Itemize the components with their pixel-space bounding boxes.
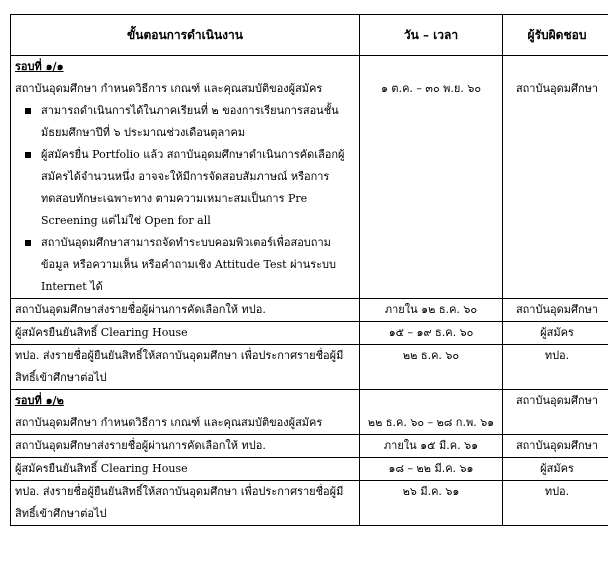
responsible-cell: สถาบันอุดมศึกษา [503,435,608,458]
round1-steps-cell [11,56,360,299]
round2-date: ๒๒ ธ.ค. ๖๐ – ๒๘ ก.พ. ๖๑ [367,416,495,429]
header-responsible: ผู้รับผิดชอบ [503,15,608,56]
responsible-cell: ทปอ. [503,345,608,390]
responsible-cell: สถาบันอุดมศึกษา [503,299,608,322]
round2-responsible-cell: สถาบันอุดมศึกษา [503,390,608,435]
round1-date: ๑ ต.ค. – ๓๐ พ.ย. ๖๐ [380,82,482,95]
table-row [11,435,608,458]
round1-responsible: สถาบันอุดมศึกษา [515,82,599,95]
header-datetime: วัน – เวลา [360,15,503,56]
date-cell: ๒๒ ธ.ค. ๖๐ [360,345,503,390]
schedule-document [10,14,598,526]
responsible-cell: ทปอ. [503,481,608,526]
table-row [11,458,608,481]
table-row [11,481,608,526]
date-cell: ๒๖ มี.ค. ๖๑ [360,481,503,526]
date-cell: ๑๕ – ๑๙ ธ.ค. ๖๐ [360,322,503,345]
round1-main: สถาบันอุดมศึกษา กำหนดวิธีการ เกณฑ์ และคุณสมบัติของผู้สมัคร [15,82,323,95]
round1-bullet: ผู้สมัครยื่น Portfolio แล้ว สถาบันอุดมศึกษาดำเนินการคัดเลือกผู้สมัครได้จำนวนหนึ่ง อาจจะให้มีการจัดสอบสัมภาษณ์ หรือการทดสอบทักษะเฉพาะทาง ตามความเหมาะสมเป็นการ Pre Screening แต่ไม่ใช่ Open for all [41,144,355,232]
round2-label: รอบที่ ๑/๒ [15,394,64,407]
round2-steps-cell [11,390,360,435]
date-cell: ๑๘ – ๒๒ มี.ค. ๖๑ [360,458,503,481]
round1-date-cell [360,56,503,299]
date-cell: ภายใน ๑๕ มี.ค. ๖๑ [360,435,503,458]
date-cell: ภายใน ๑๒ ธ.ค. ๖๐ [360,299,503,322]
round1-label: รอบที่ ๑/๑ [15,60,64,73]
responsible-cell: ผู้สมัคร [503,322,608,345]
schedule-table [10,14,608,526]
table-row [11,345,608,390]
step-cell: ทปอ. ส่งรายชื่อผู้ยืนยันสิทธิ์ให้สถาบันอุดมศึกษา เพื่อประกาศรายชื่อผู้มีสิทธิ์เข้าศึกษาต่อไป [11,481,360,526]
responsible-cell: ผู้สมัคร [503,458,608,481]
header-row [11,15,608,56]
round1-bullet: สถาบันอุดมศึกษาสามารถจัดทำระบบคอมพิวเตอร์เพื่อสอบถามข้อมูล หรือความเห็น หรือคำถามเชิง Attitude Test ผ่านระบบ Internet ได้ [41,232,355,298]
round1-bullet-list [15,100,355,298]
round2-row [11,390,608,435]
step-cell: ผู้สมัครยืนยันสิทธิ์ Clearing House [11,458,360,481]
round2-date-cell [360,390,503,435]
round2-main: สถาบันอุดมศึกษา กำหนดวิธีการ เกณฑ์ และคุณสมบัติของผู้สมัคร [15,416,323,429]
step-cell: ทปอ. ส่งรายชื่อผู้ยืนยันสิทธิ์ให้สถาบันอุดมศึกษา เพื่อประกาศรายชื่อผู้มีสิทธิ์เข้าศึกษาต่อไป [11,345,360,390]
header-steps: ขั้นตอนการดำเนินงาน [11,15,360,56]
round1-row [11,56,608,299]
round1-responsible-cell [503,56,608,299]
table-row [11,299,608,322]
step-cell: สถาบันอุดมศึกษาส่งรายชื่อผู้ผ่านการคัดเลือกให้ ทปอ. [11,435,360,458]
step-cell: สถาบันอุดมศึกษาส่งรายชื่อผู้ผ่านการคัดเลือกให้ ทปอ. [11,299,360,322]
round1-bullet: สามารถดำเนินการได้ในภาคเรียนที่ ๒ ของการเรียนการสอนชั้นมัธยมศึกษาปีที่ ๖ ประมาณช่วงเดือนตุลาคม [41,100,355,144]
step-cell: ผู้สมัครยืนยันสิทธิ์ Clearing House [11,322,360,345]
table-row [11,322,608,345]
